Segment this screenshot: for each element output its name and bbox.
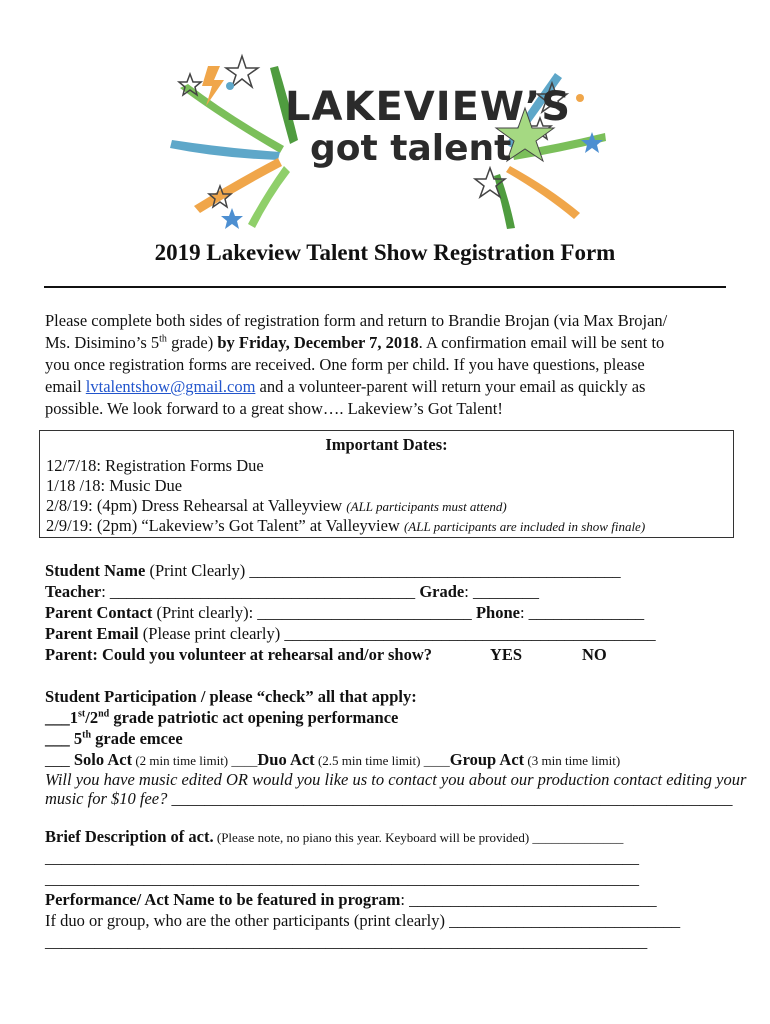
- date-note: (ALL participants are included in show finale): [403, 519, 646, 534]
- option-text: ___ 5: [45, 729, 83, 748]
- field-line: : ______________: [519, 603, 645, 622]
- option-text: ___1: [45, 708, 78, 727]
- intro-line-3: you once registration forms are received. One form per child. If you have questions, please: [45, 355, 645, 374]
- superscript: th: [159, 333, 167, 345]
- date-show: [46, 515, 645, 537]
- yes-option[interactable]: YES: [490, 645, 523, 664]
- parent-email-field[interactable]: [45, 623, 656, 644]
- music-question-line-2[interactable]: music for $10 fee? ____________________________________________________________________: [45, 789, 733, 808]
- dot-icon: [226, 82, 234, 90]
- intro-text: . A confirmation email will be sent to: [418, 333, 665, 352]
- field-line: (Please print clearly) _____________________________________________: [138, 624, 656, 643]
- intro-line-1: Please complete both sides of registration form and return to Brandie Brojan (via Max Brojan/: [45, 311, 668, 330]
- field-label: Student Name: [45, 561, 146, 580]
- time-limit: (2.5 min time limit) ____: [314, 753, 450, 768]
- time-limit: (3 min time limit): [524, 753, 621, 768]
- intro-line-2: [45, 332, 735, 354]
- other-participants-field[interactable]: If duo or group, who are the other participants (print clearly) ____________________________: [45, 911, 681, 930]
- logo-graphic: [160, 48, 620, 233]
- logo-text-lakeviews: LAKEVIEW’S: [285, 84, 572, 130]
- description-line-2[interactable]: ________________________________________________________________________: [45, 869, 639, 888]
- solo-act-label: Solo Act: [73, 750, 133, 769]
- date-note: (ALL participants must attend): [346, 499, 507, 514]
- field-line: (Print clearly): __________________________: [152, 603, 472, 622]
- important-dates-heading: Important Dates:: [325, 435, 448, 454]
- time-limit: (2 min time limit) ____: [132, 753, 258, 768]
- date-text: 2/9/19: (2pm) “Lakeview’s Got Talent” at Valleyview: [46, 516, 404, 535]
- field-line: : _____________________________________: [101, 582, 416, 601]
- field-note: (Please note, no piano this year. Keyboard will be provided) ______________: [213, 830, 624, 845]
- parent-contact-field[interactable]: [45, 602, 644, 623]
- group-act-label: Group Act: [449, 750, 525, 769]
- participation-heading: Student Participation / please “check” all that apply:: [45, 687, 417, 706]
- field-label: Phone: [471, 603, 520, 622]
- opening-performance-option[interactable]: [45, 707, 398, 728]
- date-rehearsal: [46, 495, 507, 517]
- teacher-grade-field[interactable]: [45, 581, 539, 602]
- option-blank: ___: [45, 750, 74, 769]
- logo-text-got-talent: got talent: [310, 128, 512, 169]
- dot-icon: [576, 94, 584, 102]
- emcee-option[interactable]: [45, 728, 183, 749]
- important-dates-box: [39, 430, 734, 538]
- question-text: Parent: Could you volunteer at rehearsal and/or show?: [45, 645, 433, 664]
- field-label: Brief Description of act.: [45, 827, 214, 846]
- duo-act-label: Duo Act: [257, 750, 315, 769]
- other-participants-line[interactable]: _________________________________________________________________________: [45, 932, 648, 951]
- act-type-options[interactable]: [45, 749, 620, 771]
- volunteer-question: [45, 644, 432, 665]
- music-question-line-1: Will you have music edited OR would you like us to contact you about our production contact editing your: [45, 770, 747, 789]
- intro-line-4: [45, 376, 735, 398]
- intro-line-5: possible. We look forward to a great show…. Lakeview’s Got Talent!: [45, 399, 503, 418]
- option-text: /2: [85, 708, 99, 727]
- intro-text: and a volunteer-parent will return your email as quickly as: [255, 377, 646, 396]
- date-registration: 12/7/18: Registration Forms Due: [46, 456, 264, 475]
- intro-text: email: [45, 377, 86, 396]
- superscript: th: [82, 729, 92, 741]
- deadline-text: by Friday, December 7, 2018: [217, 333, 419, 352]
- field-label: Parent Email: [45, 624, 139, 643]
- field-label: Grade: [415, 582, 465, 601]
- performance-name-field[interactable]: [45, 889, 657, 910]
- title-divider: [44, 286, 726, 288]
- date-music: 1/18 /18: Music Due: [46, 476, 183, 495]
- lakeview-got-talent-logo: [160, 48, 620, 233]
- email-link[interactable]: lvtalentshow@gmail.com: [85, 377, 256, 396]
- blue-star-icon: [221, 208, 243, 229]
- field-line: (Print Clearly) _____________________________________________: [145, 561, 621, 580]
- option-text: grade patriotic act opening performance: [109, 708, 399, 727]
- student-name-field[interactable]: [45, 560, 621, 581]
- field-line: : ________: [464, 582, 539, 601]
- field-label: Performance/ Act Name to be featured in program: [45, 890, 401, 909]
- field-label: Parent Contact: [45, 603, 153, 622]
- superscript: nd: [98, 708, 110, 720]
- page-title: 2019 Lakeview Talent Show Registration Form: [154, 240, 616, 265]
- field-label: Teacher: [45, 582, 102, 601]
- description-line-1[interactable]: ________________________________________________________________________: [45, 848, 639, 867]
- option-text: grade emcee: [91, 729, 183, 748]
- field-line: : ______________________________: [400, 890, 657, 909]
- date-text: 2/8/19: (4pm) Dress Rehearsal at Valleyview: [46, 496, 347, 515]
- description-field[interactable]: [45, 826, 623, 848]
- superscript: st: [78, 708, 86, 720]
- intro-text: Ms. Disimino’s 5: [45, 333, 160, 352]
- no-option[interactable]: NO: [582, 645, 607, 664]
- intro-text: grade): [166, 333, 218, 352]
